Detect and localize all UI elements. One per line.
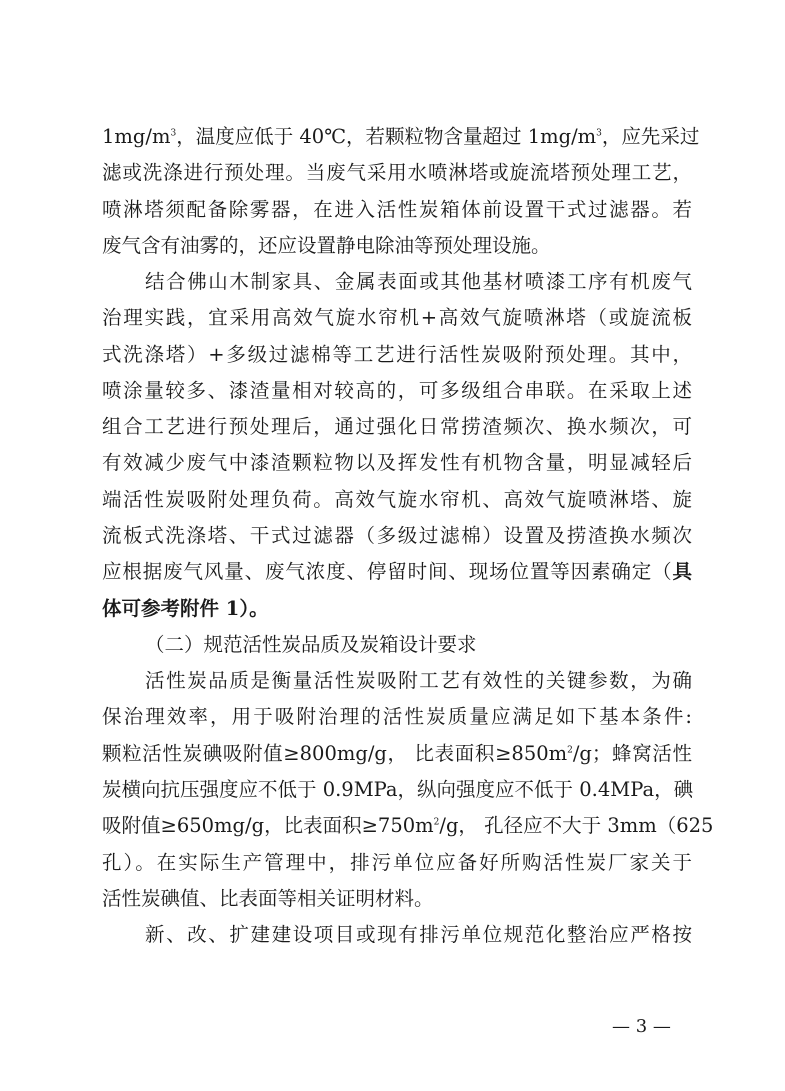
paragraph-line: 新、改、扩建建设项目或现有排污单位规范化整治应严格按 (145, 923, 692, 946)
paragraph-line: 喷涂量较多、漆渣量相对较高的，可多级组合串联。在采取上述 (102, 379, 692, 402)
section-heading: （二）规范活性炭品质及炭箱设计要求 (145, 633, 477, 656)
paragraph-line: $1mg/m^3$，温度应低于 40℃，若颗粒物含量超过 $1mg/m^3$，应先采过 (102, 125, 700, 148)
paragraph-line: 保治理效率，用于吸附治理的活性炭质量应满足如下基本条件: (102, 705, 692, 728)
bold-reference-text: 体可参考附件 1）。 (102, 597, 269, 620)
paragraph-line: 滤或洗涤进行预处理。当废气采用水喷淋塔或旋流塔预处理工艺， (102, 161, 692, 184)
paragraph-line: 流板式洗涤塔、干式过滤器（多级过滤棉）设置及捞渣换水频次 (102, 524, 692, 547)
paragraph-line: 组合工艺进行预处理后，通过强化日常捞渣频次、换水频次，可 (102, 415, 692, 438)
paragraph-line: 活性炭品质是衡量活性炭吸附工艺有效性的关键参数，为确 (145, 669, 692, 692)
paragraph-line: 喷淋塔须配备除雾器，在进入活性炭箱体前设置干式过滤器。若 (102, 198, 692, 221)
page-number: — 3 — (612, 1016, 671, 1037)
paragraph-line: 孔）。在实际生产管理中，排污单位应备好所购活性炭厂家关于 (102, 851, 692, 874)
paragraph-line: 结合佛山木制家具、金属表面或其他基材喷漆工序有机废气 (145, 270, 692, 293)
paragraph-line: 有效减少废气中漆渣颗粒物以及挥发性有机物含量，明显减轻后 (102, 451, 692, 474)
paragraph-line: 活性炭碘值、比表面等相关证明材料。 (102, 887, 434, 910)
paragraph-line: 废气含有油雾的，还应设置静电除油等预处理设施。 (102, 234, 551, 257)
paragraph-line: 应根据废气风量、废气浓度、停留时间、现场位置等因素确定（具 (102, 560, 692, 583)
paragraph-line: 炭横向抗压强度应不低于 0.9MPa，纵向强度应不低于 0.4MPa，碘 (102, 778, 694, 801)
paragraph-line: 吸附值≥650mg/g，比表面积$\ge 750m^2/g$， 孔径应不大于 3mm（625 (102, 814, 714, 837)
paragraph-line: 端活性炭吸附处理负荷。高效气旋水帘机、高效气旋喷淋塔、旋 (102, 488, 692, 511)
paragraph-line: 治理实践，宜采用高效气旋水帘机+高效气旋喷淋塔（或旋流板 (102, 306, 692, 329)
bold-reference-text: 具 (672, 560, 692, 583)
paragraph-line: 式洗涤塔）+多级过滤棉等工艺进行活性炭吸附预处理。其中， (102, 343, 692, 366)
paragraph-line: 颗粒活性炭碘吸附值≥800mg/g， 比表面积$\ge 850m^2/g$；蜂窝活性 (102, 742, 692, 765)
